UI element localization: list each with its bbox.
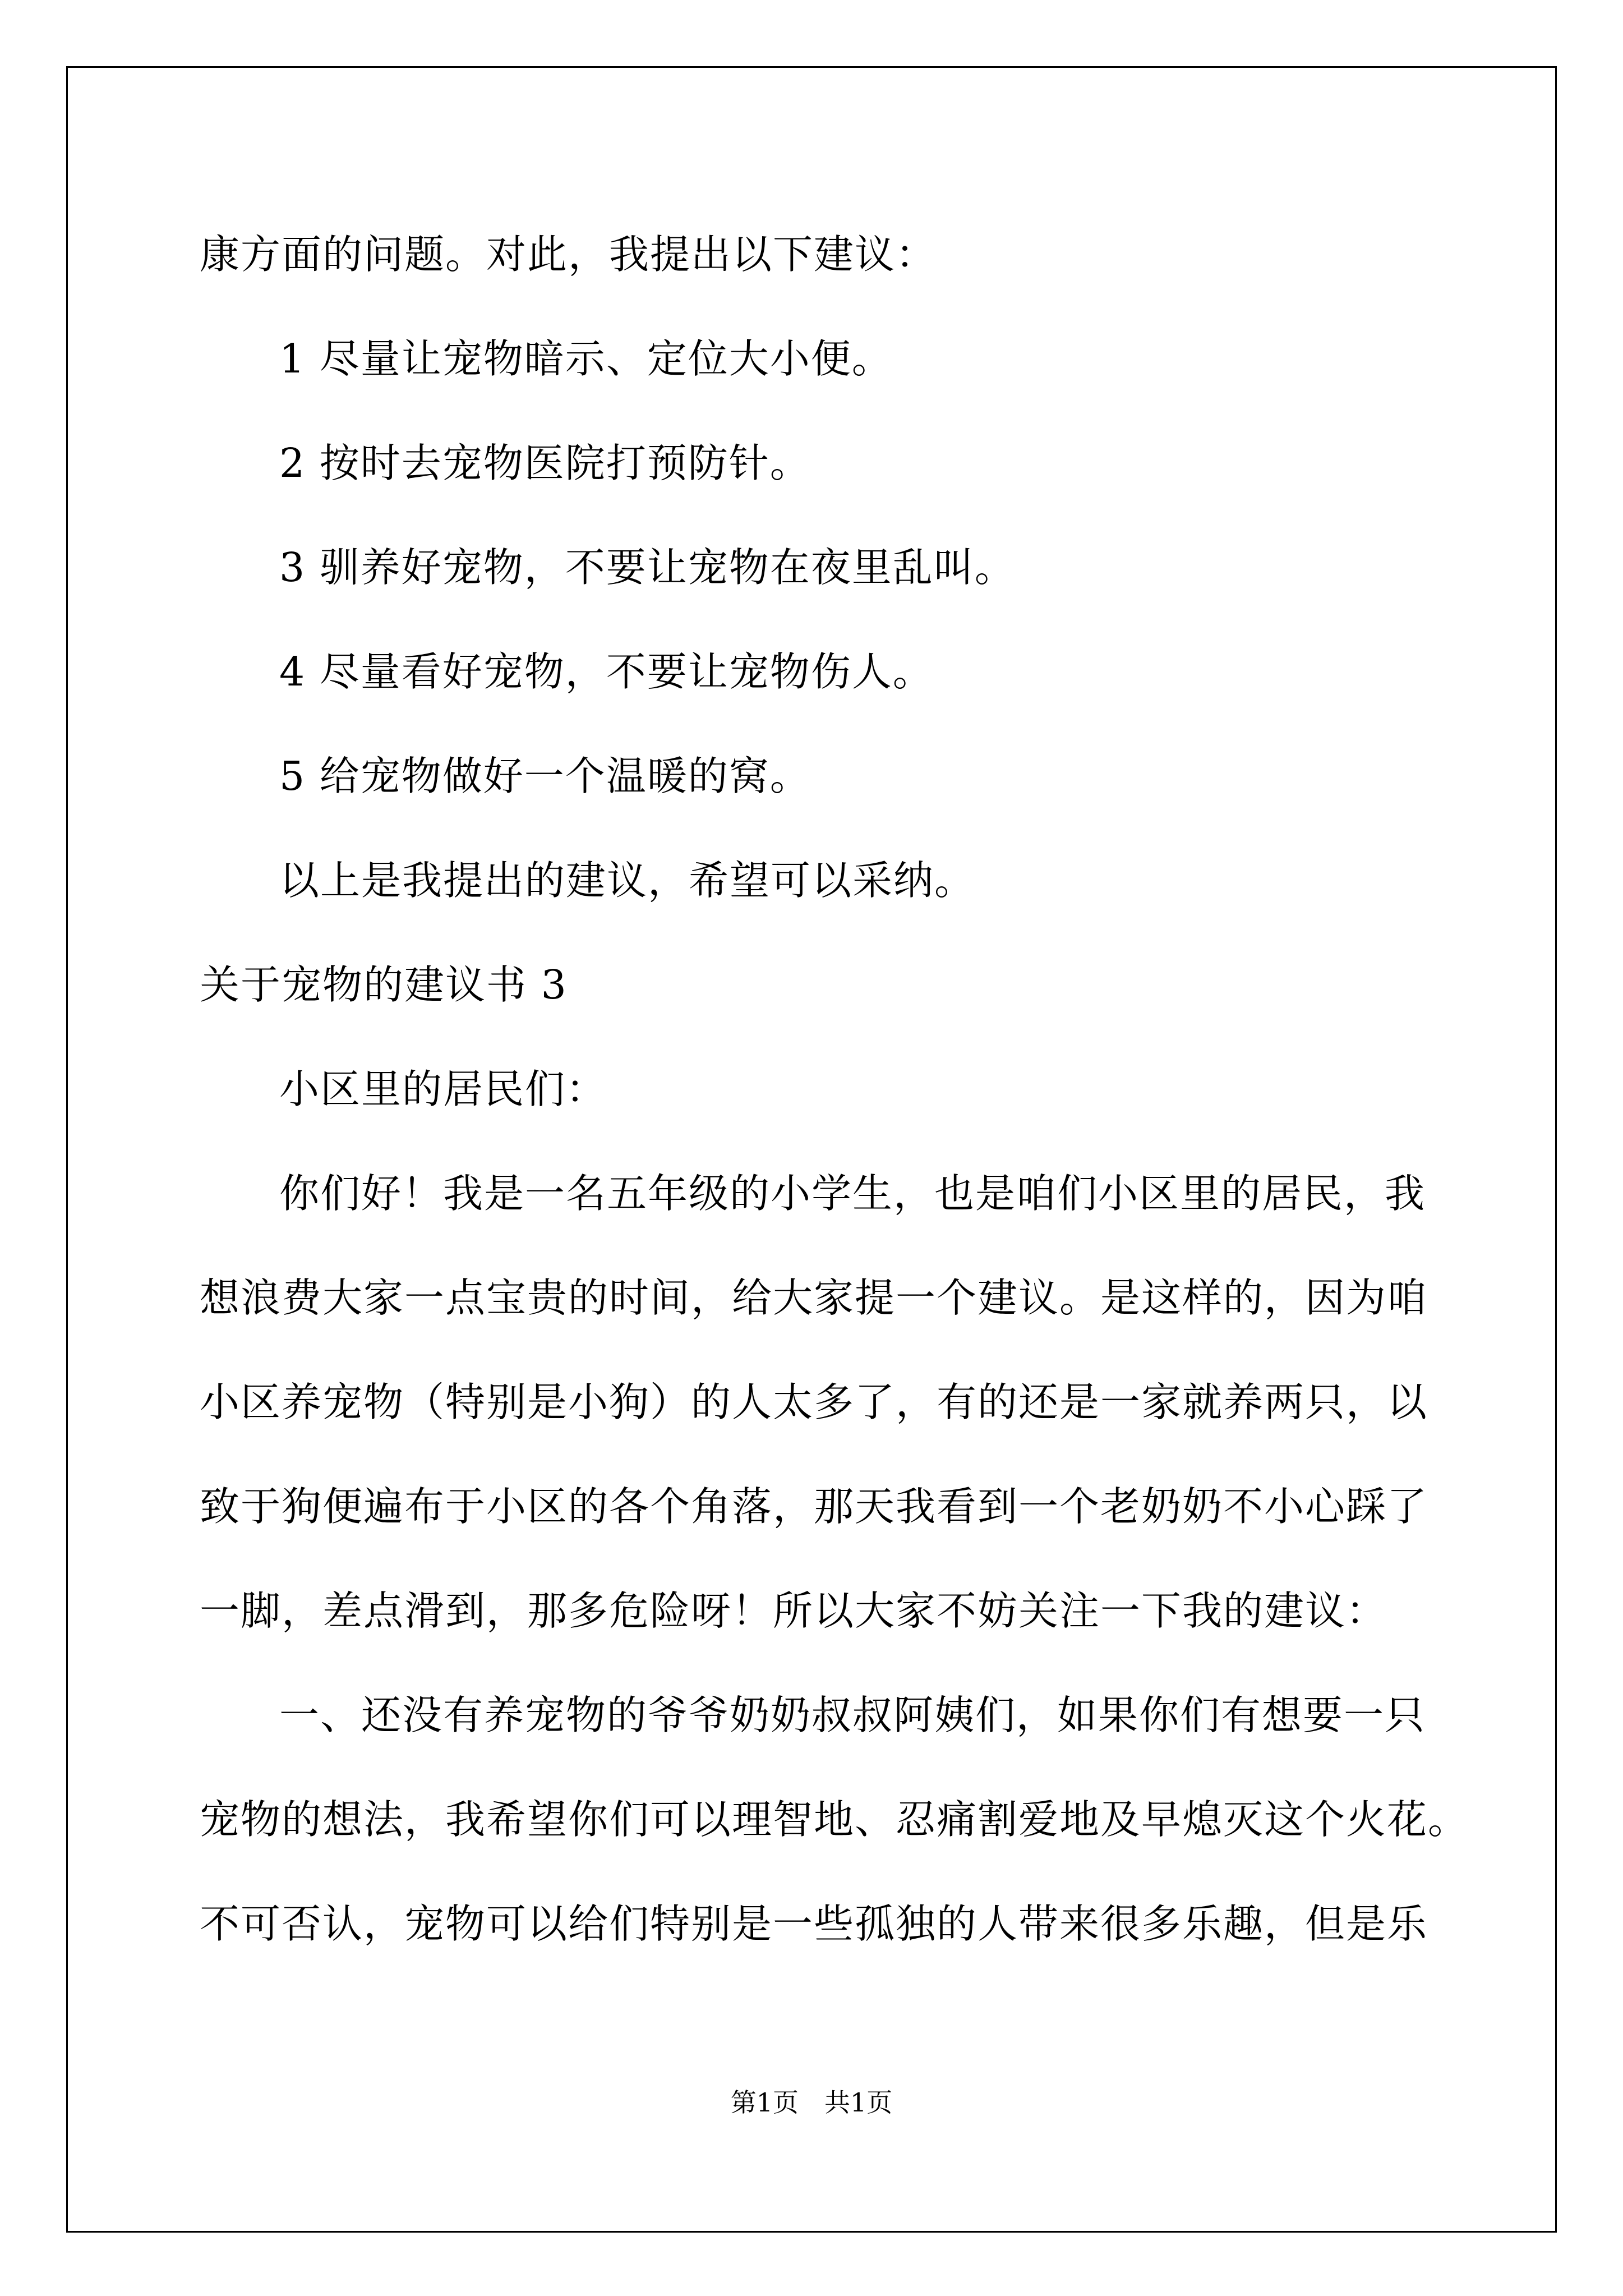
paragraph-line: 一脚，差点滑到，那多危险呀！所以大家不妨关注一下我的建议：	[200, 1588, 1387, 1634]
page-number-footer: 第1页 共1页	[730, 2087, 893, 2118]
paragraph-line: 致于狗便遍布于小区的各个角落，那天我看到一个老奶奶不小心踩了	[200, 1483, 1428, 1530]
paragraph-line: 一、还没有养宠物的爷爷奶奶叔叔阿姨们，如果你们有想要一只	[279, 1692, 1426, 1738]
paragraph-line: 想浪费大家一点宝贵的时间，给大家提一个建议。是这样的，因为咱	[200, 1274, 1428, 1321]
list-item-5: 5 给宠物做好一个温暖的窝。	[279, 753, 811, 799]
closing-line: 以上是我提出的建议，希望可以采纳。	[279, 857, 976, 904]
paragraph-line: 不可否认，宠物可以给们特别是一些孤独的人带来很多乐趣，但是乐	[200, 1901, 1428, 1947]
paragraph-line: 小区养宠物（特别是小狗）的人太多了，有的还是一家就养两只，以	[200, 1379, 1428, 1425]
salutation: 小区里的居民们：	[279, 1066, 607, 1112]
list-item-2: 2 按时去宠物医院打预防针。	[279, 440, 811, 486]
list-item-1: 1 尽量让宠物暗示、定位大小便。	[279, 335, 893, 382]
paragraph-line: 宠物的想法，我希望你们可以理智地、忍痛割爱地及早熄灭这个火花。	[200, 1796, 1469, 1843]
list-item-3: 3 驯养好宠物，不要让宠物在夜里乱叫。	[279, 544, 1016, 591]
section-title: 关于宠物的建议书 3	[200, 961, 568, 1008]
paragraph-line: 康方面的问题。对此，我提出以下建议：	[200, 231, 937, 278]
list-item-4: 4 尽量看好宠物，不要让宠物伤人。	[279, 648, 934, 695]
paragraph-line: 你们好！我是一名五年级的小学生，也是咱们小区里的居民，我	[279, 1170, 1426, 1217]
